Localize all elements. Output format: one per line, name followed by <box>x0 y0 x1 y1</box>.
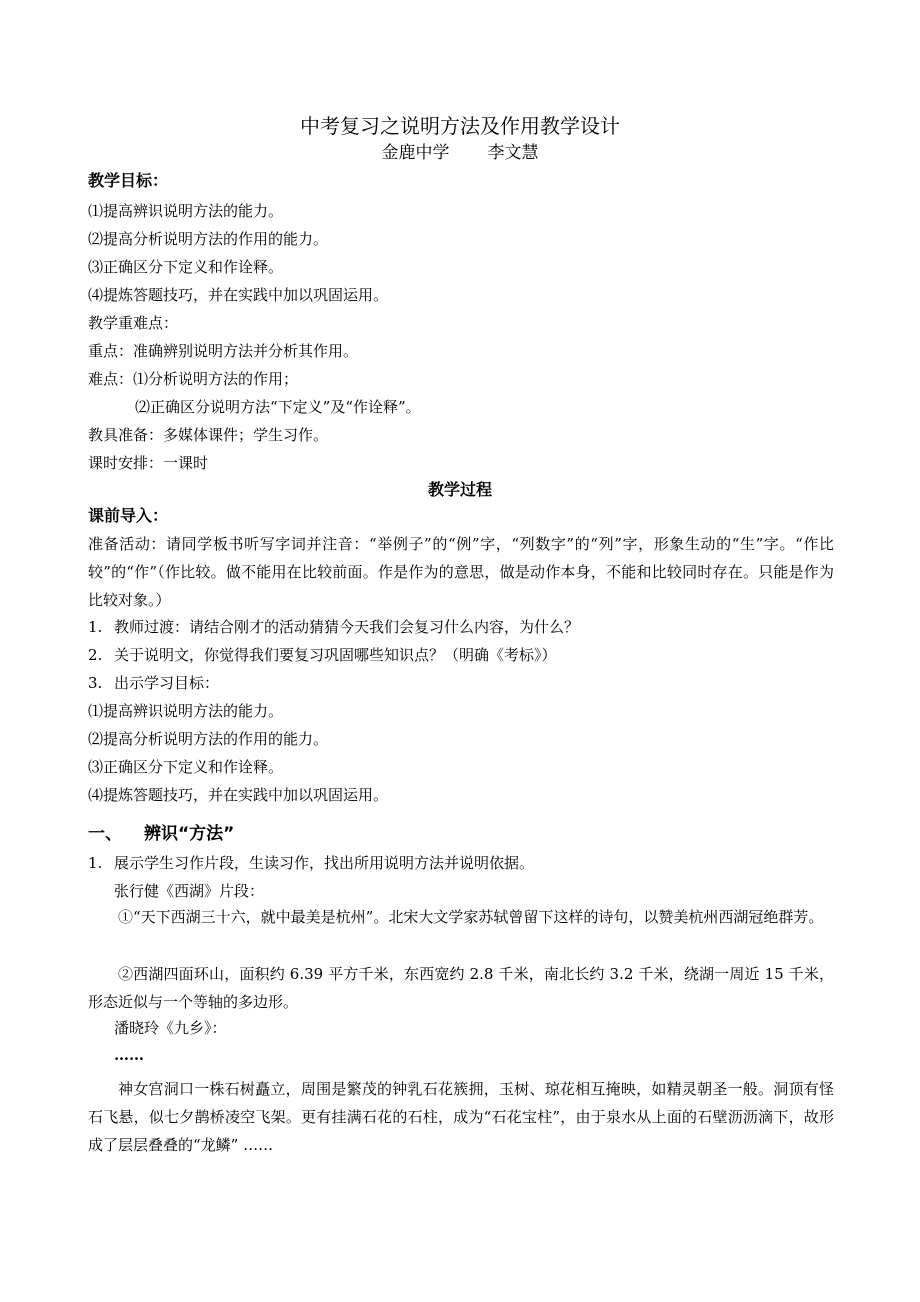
key-point: 重点：准确辨别说明方法并分析其作用。 <box>88 342 359 360</box>
excerpt1-paragraph-1: ①“天下西湖三十六，就中最美是杭州”。北宋大文学家苏轼曾留下这样的诗句，以赞美杭州西湖冠绝群芳。 <box>118 908 824 926</box>
section1-title: 辨识“方法” <box>144 824 235 844</box>
objective-item: ⑷提炼答题技巧，并在实践中加以巩固运用。 <box>88 286 389 304</box>
section1-number: 一、 <box>88 824 122 844</box>
key-difficult-label: 教学重难点： <box>88 314 179 332</box>
ellipsis: …… <box>114 1046 144 1064</box>
step-text: 出示学习目标： <box>114 674 220 692</box>
process-heading: 教学过程 <box>427 480 492 499</box>
step-text: 展示学生习作片段，生读习作，找出所用说明方法并说明依据。 <box>114 854 535 872</box>
step-text: 教师过渡：请结合刚才的活动猜猜今天我们会复习什么内容，为什么？ <box>114 618 580 636</box>
goal-item: ⑷提炼答题技巧，并在实践中加以巩固运用。 <box>88 786 389 804</box>
author-name: 李文慧 <box>487 143 539 163</box>
prep-activity: 准备活动：请同学板书听写字词并注音：“举例子”的“例”字，“列数字”的“列”字，形象生动的“生”字。“作比较”的“作”（作比较。做不能用在比较前面。作是作为的意思，做是动作本身，不能和比较同时存在。只能是作为比较对象。） <box>88 535 834 609</box>
author-line <box>0 142 920 164</box>
excerpt2-source: 潘晓玲《九乡》： <box>114 1019 227 1037</box>
step-item <box>88 673 219 693</box>
step-number: 2. <box>88 646 103 664</box>
objective-item: ⑴提高辨识说明方法的能力。 <box>88 202 284 220</box>
objectives-heading: 教学目标： <box>88 171 169 190</box>
difficult-point-2: ⑵正确区分说明方法“下定义”及“作诠释”。 <box>135 398 421 416</box>
section1-heading <box>88 824 234 844</box>
document-title: 中考复习之说明方法及作用教学设计 <box>300 114 620 138</box>
excerpt2-paragraph: 神女宫洞口一株石树矗立，周围是繁茂的钟乳石花簇拥，玉树、琼花相互掩映，如精灵朝圣一般。洞顶有怪石飞悬，似七夕鹊桥凌空飞架。更有挂满石花的石柱，成为“石花宝柱”，由于泉水从上面的石壁沥沥滴下，故形成了层层叠叠的“龙鳞” …… <box>88 1080 834 1154</box>
step-text: 关于说明文，你觉得我们要复习巩固哪些知识点？（明确《考标》） <box>114 646 557 664</box>
excerpt1-source: 张行健《西湖》片段： <box>114 882 265 900</box>
excerpt1-paragraph-2: ②西湖四面环山，面积约 6.39 平方千米，东西宽约 2.8 千米，南北长约 3.2 千米，绕湖一周近 15 千米，形态近似与一个等轴的多边形。 <box>88 965 834 1011</box>
objective-item: ⑵提高分析说明方法的作用的能力。 <box>88 230 329 248</box>
schedule: 课时安排：一课时 <box>88 454 209 472</box>
step-number: 3. <box>88 674 103 692</box>
goal-item: ⑶正确区分下定义和作诠释。 <box>88 758 284 776</box>
school-name: 金鹿中学 <box>381 143 450 163</box>
goal-item: ⑵提高分析说明方法的作用的能力。 <box>88 730 329 748</box>
goal-item: ⑴提高辨识说明方法的能力。 <box>88 702 284 720</box>
step-item <box>88 645 557 665</box>
step-item <box>88 617 579 637</box>
step-number: 1. <box>88 854 103 872</box>
materials: 教具准备：多媒体课件；学生习作。 <box>88 426 329 444</box>
section1-step <box>88 853 534 873</box>
step-number: 1. <box>88 618 103 636</box>
objective-item: ⑶正确区分下定义和作诠释。 <box>88 258 284 276</box>
intro-heading: 课前导入： <box>88 506 169 525</box>
difficult-point-1: 难点：⑴分析说明方法的作用； <box>88 370 299 388</box>
